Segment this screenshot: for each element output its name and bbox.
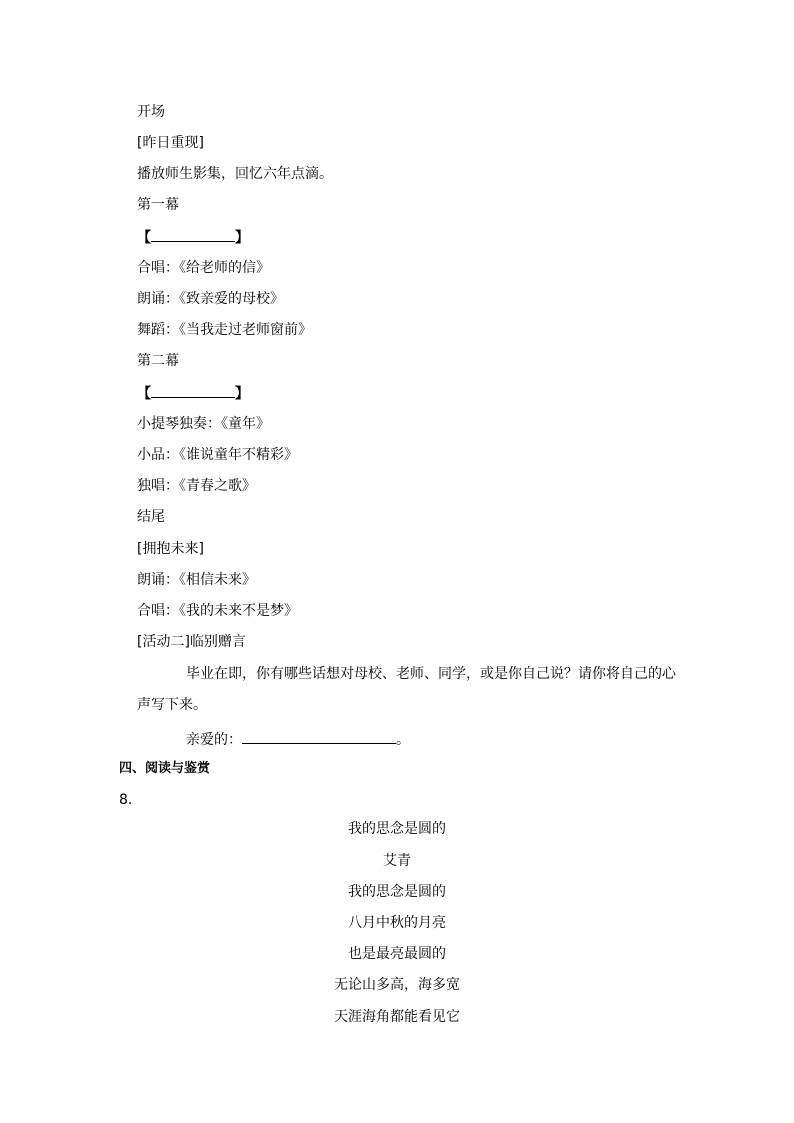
- act2-item: 小提琴独奏：《童年》: [137, 416, 270, 432]
- poem-line: 天涯海角都能看见它: [334, 1009, 460, 1025]
- bracket-open: 【: [137, 230, 151, 246]
- act1-blank: [137, 227, 249, 247]
- act1-heading: 第一幕: [137, 197, 179, 213]
- poem-line: 无论山多高，海多宽: [334, 977, 460, 993]
- ending-heading: 结尾: [137, 509, 165, 525]
- activity2-prompt: 毕业在即，你有哪些话想对母校、老师、同学，或是你自己说？请你将自己的心: [186, 666, 676, 682]
- opening-description: 播放师生影集，回忆六年点滴。: [137, 166, 333, 182]
- salutation-blank[interactable]: [242, 729, 396, 744]
- ending-item: 朗诵：《相信未来》: [137, 572, 256, 588]
- act2-blank: [137, 383, 249, 403]
- act1-item: 朗诵：《致亲爱的母校》: [137, 291, 284, 307]
- opening-subtitle: [昨日重现]: [137, 135, 204, 151]
- bracket-close: 】: [235, 386, 249, 402]
- salutation-label: 亲爱的：: [186, 732, 242, 748]
- fill-in-blank[interactable]: [151, 383, 235, 398]
- section-heading: 四、阅读与鉴赏: [119, 761, 211, 776]
- act1-item: 合唱：《给老师的信》: [137, 260, 270, 276]
- bracket-close: 】: [235, 230, 249, 246]
- act2-heading: 第二幕: [137, 353, 179, 369]
- act2-item: 独唱：《青春之歌》: [137, 478, 256, 494]
- bracket-open: 【: [137, 386, 151, 402]
- question-number: 8．: [119, 792, 142, 808]
- fill-in-blank[interactable]: [151, 227, 235, 242]
- salutation-line: [186, 729, 410, 749]
- poem-title: 我的思念是圆的: [348, 821, 446, 837]
- act1-item: 舞蹈：《当我走过老师窗前》: [137, 322, 312, 338]
- activity2-heading: [活动二]临别赠言: [137, 634, 246, 650]
- poem-author: 艾青: [383, 853, 411, 869]
- poem-line: 八月中秋的月亮: [348, 915, 446, 931]
- poem-line: 我的思念是圆的: [348, 884, 446, 900]
- act2-item: 小品：《谁说童年不精彩》: [137, 447, 298, 463]
- poem-line: 也是最亮最圆的: [348, 946, 446, 962]
- ending-item: 合唱：《我的未来不是梦》: [137, 603, 298, 619]
- end-mark: 。: [396, 732, 410, 748]
- activity2-prompt-continued: 声写下来。: [137, 697, 207, 713]
- ending-subtitle: [拥抱未来]: [137, 541, 204, 557]
- opening-heading: 开场: [137, 104, 165, 120]
